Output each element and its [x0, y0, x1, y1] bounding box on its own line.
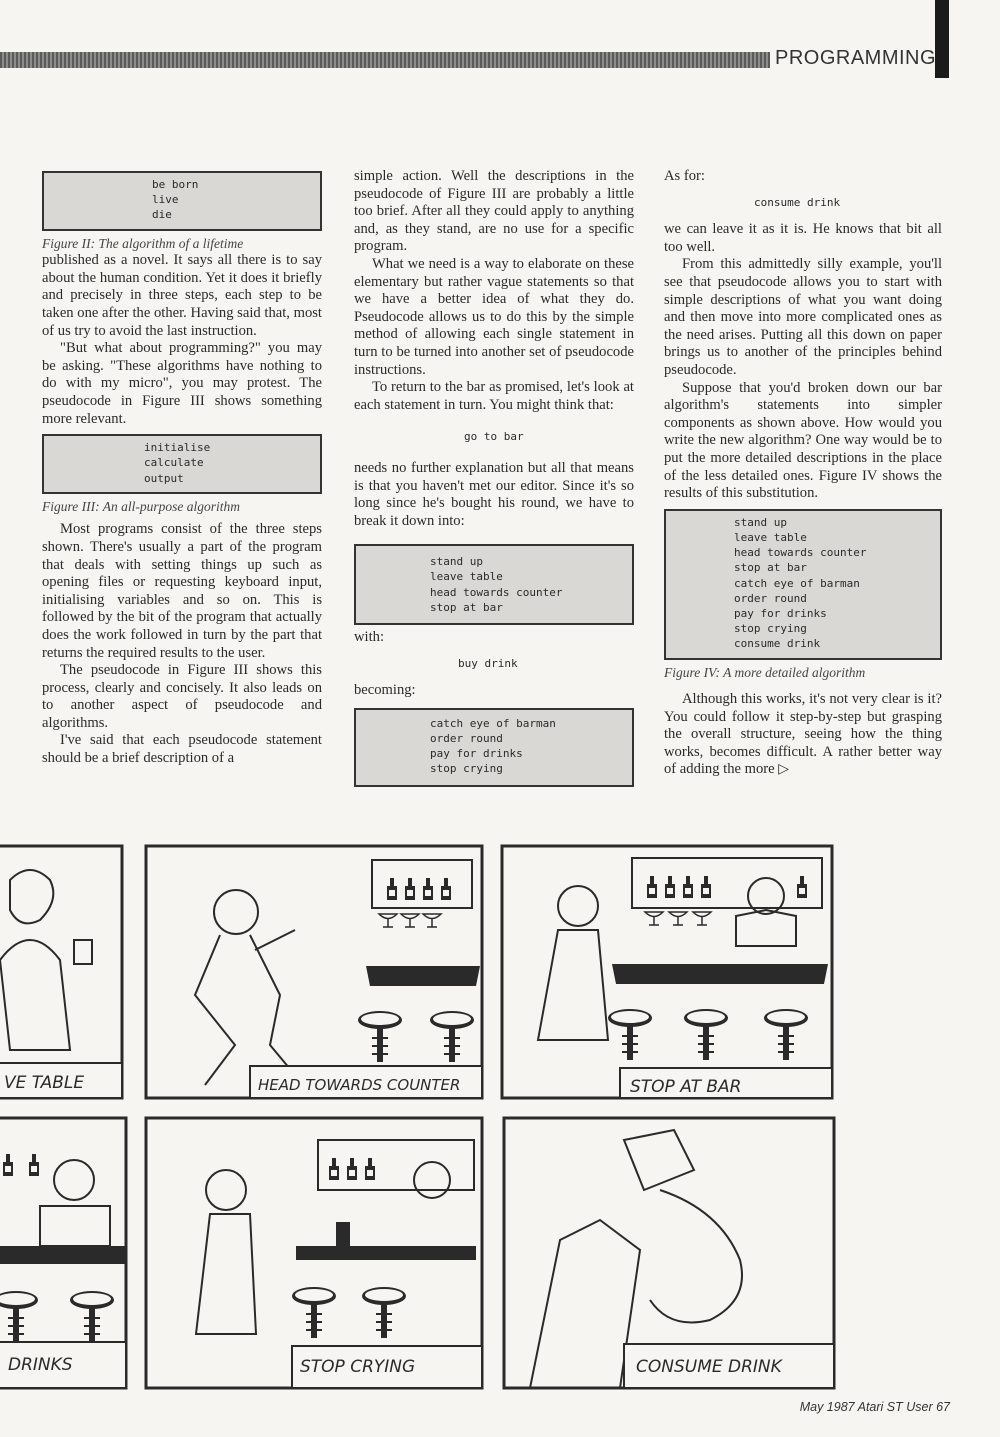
paragraph: Most programs consist of the three steps shown. There's usually a part of the program that deals with setting things up such as opening files or requesting keyboard input, initialising variables and so on. This is followed by the bit of the program that actually does the work followed in turn by the part that returns the required results to the user.: [42, 521, 322, 661]
code-go-to-bar: go to bar: [464, 430, 524, 444]
section-title: PROGRAMMING: [775, 47, 937, 69]
comic-caption: CONSUME DRINK: [636, 1357, 782, 1377]
code-consume-drink: consume drink: [754, 195, 841, 209]
code-line: initialise: [144, 441, 211, 455]
comic-panel-leave-table: [0, 846, 122, 1098]
paragraph: simple action. Well the descriptions in the pseudocode of Figure III are probably a little too brief. After all they could apply to anything and, as they stand, are no use for a specific program.: [354, 168, 634, 255]
code-line: leave table: [430, 570, 503, 584]
paragraph: [664, 691, 942, 779]
paragraph-text: Although this works, it's not very clear is it? You could follow it step-by-step but grasping the overall structure, seeing how the thing works, becomes difficult. A rather better way of adding the more: [664, 691, 942, 778]
column-2: [354, 168, 634, 791]
code-line: be born: [152, 178, 199, 191]
code-line: calculate: [144, 456, 204, 470]
comic-panel-consume-drink: [504, 1118, 834, 1388]
continue-arrow-icon: ▷: [778, 762, 790, 778]
code-line: stop crying: [734, 622, 807, 636]
paragraph: published as a novel. It says all there is to say about the human condition. Yet it does it briefly and precisely in three steps, each step to be taken one after the other. Having said that, most of us try to avoid the last instruction.: [42, 252, 322, 339]
code-line: consume drink: [734, 637, 821, 651]
comic-panel-stop-at-bar: [502, 846, 832, 1098]
code-line: live: [152, 193, 179, 207]
paragraph: As for:: [664, 168, 705, 184]
code-line: output: [144, 471, 184, 485]
header-rule: [0, 52, 770, 68]
figure-3-caption: Figure III: An all-purpose algorithm: [42, 498, 240, 514]
figure-2-caption: Figure II: The algorithm of a lifetime: [42, 235, 244, 251]
code-line: catch eye of barman: [430, 716, 556, 730]
comic-panel-drinks: [0, 1118, 126, 1388]
code-line: head towards counter: [430, 585, 563, 599]
comic-panel-head-towards-counter: [146, 846, 482, 1098]
code-line: head towards counter: [734, 546, 867, 560]
comic-caption: HEAD TOWARDS COUNTER: [258, 1076, 461, 1094]
paragraph: Suppose that you'd broken down our bar algorithm's statements into simpler components as shown above. How would you write the new algorithm? One way would be to put the more detailed descriptions in the place of the less detailed ones. Figure IV shows the results of this substitution.: [664, 379, 942, 502]
code-line: order round: [430, 732, 503, 746]
label-with: with:: [354, 629, 384, 646]
comic-caption: VE TABLE: [4, 1073, 85, 1093]
paragraph: From this admittedly silly example, you'll see that pseudocode allows you to start with simple descriptions of what you want doing and then move into more complicated ones as the need arises. Putting all this down on paper brings us to another of the principles behind pseudocode.: [664, 256, 942, 378]
code-line: stop at bar: [430, 600, 503, 614]
code-line: die: [152, 208, 172, 222]
code-line: pay for drinks: [430, 747, 523, 761]
paragraph: The pseudocode in Figure III shows this process, clearly and concisely. It also leads on to another aspect of pseudocode and algorithms.: [42, 662, 322, 731]
code-line: stop crying: [430, 762, 503, 776]
code-line: order round: [734, 591, 807, 605]
figure-2-code-box: [42, 171, 322, 231]
code-line: leave table: [734, 530, 807, 544]
comic-caption: STOP AT BAR: [630, 1077, 742, 1097]
figure-4-caption: Figure IV: A more detailed algorithm: [664, 664, 866, 680]
page-edge-tab: [935, 0, 949, 78]
paragraph: What we need is a way to elaborate on these elementary but rather vague statements so that we have a better idea of what they do. Pseudocode allows us to do this by the simple method of allowing each single statement in turn to be turned into another set of pseudocode instructions.: [354, 255, 634, 378]
column-1: [42, 168, 322, 768]
paragraph: "But what about programming?" you may be asking. "These algorithms have nothing to do with my micro", you may protest. The pseudocode in Figure III shows something more relevant.: [42, 340, 322, 427]
code-line: stand up: [430, 555, 483, 569]
paragraph: To return to the bar as promised, let's look at each statement in turn. You might think that:: [354, 379, 634, 413]
code-line: stand up: [734, 515, 787, 529]
code-line: catch eye of barman: [734, 576, 860, 590]
code-line: pay for drinks: [734, 606, 827, 620]
comic-caption: STOP CRYING: [300, 1357, 416, 1377]
comic-panel-stop-crying: [146, 1118, 482, 1388]
paragraph: we can leave it as it is. He knows that bit all too well.: [664, 221, 942, 255]
paragraph: needs no further explanation but all that means is that you haven't met our editor. Since it's so long since he's bought his round, we have to break it down into:: [354, 459, 634, 529]
column-3: [664, 168, 942, 779]
code-box-go-to-bar: [354, 544, 634, 625]
code-line: stop at bar: [734, 561, 807, 575]
paragraph: I've said that each pseudocode statement should be a brief description of a: [42, 732, 322, 767]
code-box-buy-drink: [354, 708, 634, 787]
comic-strip: [0, 840, 1000, 1395]
figure-3-code-box: [42, 434, 322, 494]
label-becoming: becoming:: [354, 682, 416, 699]
page-footer: May 1987 Atari ST User 67: [799, 1400, 950, 1414]
code-buy-drink: buy drink: [458, 656, 518, 670]
comic-caption: DRINKS: [8, 1355, 73, 1375]
figure-4-code-box: [664, 509, 942, 660]
